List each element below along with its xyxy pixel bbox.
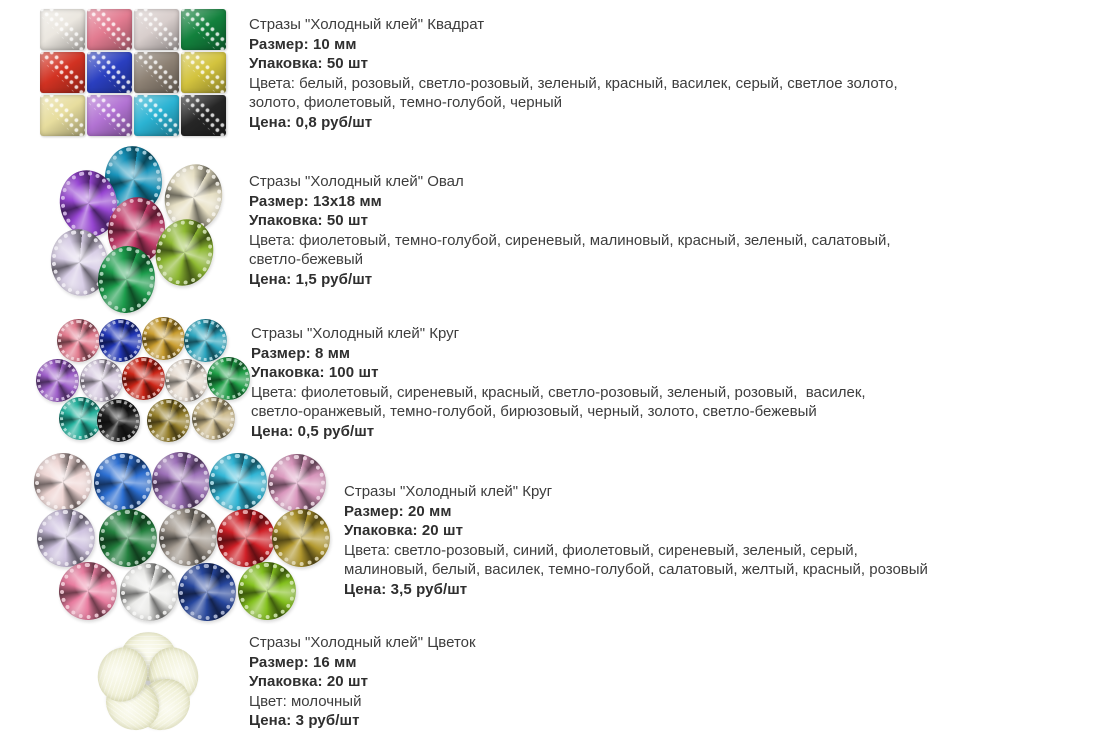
gem-circle (147, 399, 190, 442)
gem-square (134, 95, 179, 136)
gem-dotted-rim (121, 564, 177, 620)
gem-circle (217, 509, 275, 567)
gem-circle (178, 563, 236, 621)
gem-dotted-rim (100, 510, 156, 566)
gem-dotted-rim (58, 320, 99, 361)
product-size-line: Размер: 20 мм (344, 502, 452, 520)
gem-sparkle-band (87, 52, 132, 93)
gem-circle (97, 399, 140, 442)
gem-sparkle-band (134, 95, 179, 136)
product-price-line: Цена: 0,8 руб/шт (249, 113, 373, 131)
gem-square (134, 9, 179, 50)
product-colors-line: Цвет: молочный (249, 692, 362, 710)
gem-dotted-rim (179, 564, 235, 620)
product-price-line: Цена: 3,5 руб/шт (344, 580, 468, 598)
product-3-info (251, 324, 866, 441)
product-pack-line: Упаковка: 100 шт (251, 364, 379, 381)
product-price-line: Цена: 3 руб/шт (249, 712, 360, 729)
product-title: Стразы "Холодный клей" Квадрат (249, 16, 485, 33)
gem-circle (120, 563, 178, 621)
product-price-line: Цена: 1,5 руб/шт (249, 270, 373, 288)
product-1-info (249, 15, 898, 132)
gem-square (181, 95, 226, 136)
gem-dotted-rim (81, 360, 122, 401)
gem-circle (94, 453, 152, 511)
gem-dotted-rim (273, 510, 329, 566)
gem-square (181, 52, 226, 93)
gem-dotted-rim (38, 510, 94, 566)
gem-dotted-rim (239, 563, 295, 619)
gem-circle (59, 397, 102, 440)
product-pack-line: Упаковка: 50 шт (249, 55, 369, 72)
gem-circle (268, 454, 326, 512)
gem-dotted-rim (269, 455, 325, 511)
gem-dotted-rim (153, 453, 209, 509)
product-pack-line: Упаковка: 20 шт (344, 522, 464, 539)
gem-dotted-rim (37, 360, 78, 401)
product-5-info (249, 633, 476, 731)
product-size-line: Размер: 16 мм (249, 653, 357, 671)
gem-dotted-rim (123, 358, 164, 399)
gem-circle (99, 319, 142, 362)
product-price-line: Цена: 0,5 руб/шт (251, 422, 375, 440)
product-colors-line-2: золото, фиолетовый, темно-голубой, черный (249, 94, 563, 111)
gem-circle (238, 562, 296, 620)
gem-circle (272, 509, 330, 567)
gem-square (40, 95, 85, 136)
gem-dotted-rim (166, 360, 207, 401)
gem-sparkle-band (40, 95, 85, 136)
product-size-line: Размер: 13х18 мм (249, 192, 382, 210)
gem-sparkle-band (40, 9, 85, 50)
product-colors-line: Цвета: светло-розовый, синий, фиолетовый, сиреневый, зеленый, серый, (344, 541, 858, 559)
product-size-line: Размер: 10 мм (249, 35, 357, 53)
product-size-line: Размер: 8 мм (251, 344, 351, 362)
gem-dotted-rim (95, 454, 151, 510)
product-title: Стразы "Холодный клей" Круг (344, 483, 553, 500)
product-2-info (249, 172, 891, 289)
gem-circle (184, 319, 227, 362)
product-colors-line-2: светло-оранжевый, темно-голубой, бирюзовый, черный, золото, светло-бежевый (251, 403, 817, 420)
gem-square (87, 52, 132, 93)
gem-circle (57, 319, 100, 362)
gem-circle (34, 453, 92, 511)
gem-circle (122, 357, 165, 400)
product-pack-line: Упаковка: 20 шт (249, 673, 369, 690)
gem-dotted-rim (100, 320, 141, 361)
product-colors-line: Цвета: фиолетовый, темно-голубой, сиреневый, малиновый, красный, зеленый, салатовый, (249, 231, 891, 249)
gem-dotted-rim (148, 400, 189, 441)
gem-square (134, 52, 179, 93)
gem-dotted-rim (35, 454, 91, 510)
gem-circle (159, 508, 217, 566)
gem-circle (142, 317, 185, 360)
gem-square (87, 95, 132, 136)
gem-sparkle-band (134, 9, 179, 50)
product-colors-line: Цвета: белый, розовый, светло-розовый, зеленый, красный, василек, серый, светлое золото, (249, 74, 898, 92)
product-colors-line: Цвета: фиолетовый, сиреневый, красный, светло-розовый, зеленый, розовый, василек, (251, 383, 866, 401)
gem-sparkle-band (181, 95, 226, 136)
gem-dotted-rim (60, 398, 101, 439)
gem-circle (37, 509, 95, 567)
product-title: Стразы "Холодный клей" Овал (249, 173, 464, 190)
gem-circle (192, 397, 235, 440)
gem-circle (209, 453, 267, 511)
product-colors-line-2: светло-бежевый (249, 251, 364, 268)
gem-dotted-rim (143, 318, 184, 359)
gem-sparkle-band (181, 52, 226, 93)
gem-circle (59, 562, 117, 620)
gem-circle (36, 359, 79, 402)
gem-circle (207, 357, 250, 400)
product-pack-line: Упаковка: 50 шт (249, 212, 369, 229)
gem-sparkle-band (134, 52, 179, 93)
product-title: Стразы "Холодный клей" Круг (251, 325, 460, 342)
gem-circle (80, 359, 123, 402)
gem-dotted-rim (98, 400, 139, 441)
product-title: Стразы "Холодный клей" Цветок (249, 634, 476, 651)
gem-dotted-rim (185, 320, 226, 361)
gem-sparkle-band (87, 95, 132, 136)
gem-square (181, 9, 226, 50)
product-4-info (344, 482, 928, 599)
gem-square (87, 9, 132, 50)
gem-square (40, 9, 85, 50)
gem-sparkle-band (87, 9, 132, 50)
gem-circle (99, 509, 157, 567)
gem-dotted-rim (218, 510, 274, 566)
gem-dotted-rim (210, 454, 266, 510)
gem-square (40, 52, 85, 93)
gem-sparkle-band (40, 52, 85, 93)
gem-circle (152, 452, 210, 510)
product-colors-line-2: малиновый, белый, василек, темно-голубой, салатовый, желтый, красный, розовый (344, 561, 928, 578)
gem-dotted-rim (60, 563, 116, 619)
gem-dotted-rim (160, 509, 216, 565)
gem-dotted-rim (193, 398, 234, 439)
gem-dotted-rim (208, 358, 249, 399)
gem-sparkle-band (181, 9, 226, 50)
gem-circle (165, 359, 208, 402)
